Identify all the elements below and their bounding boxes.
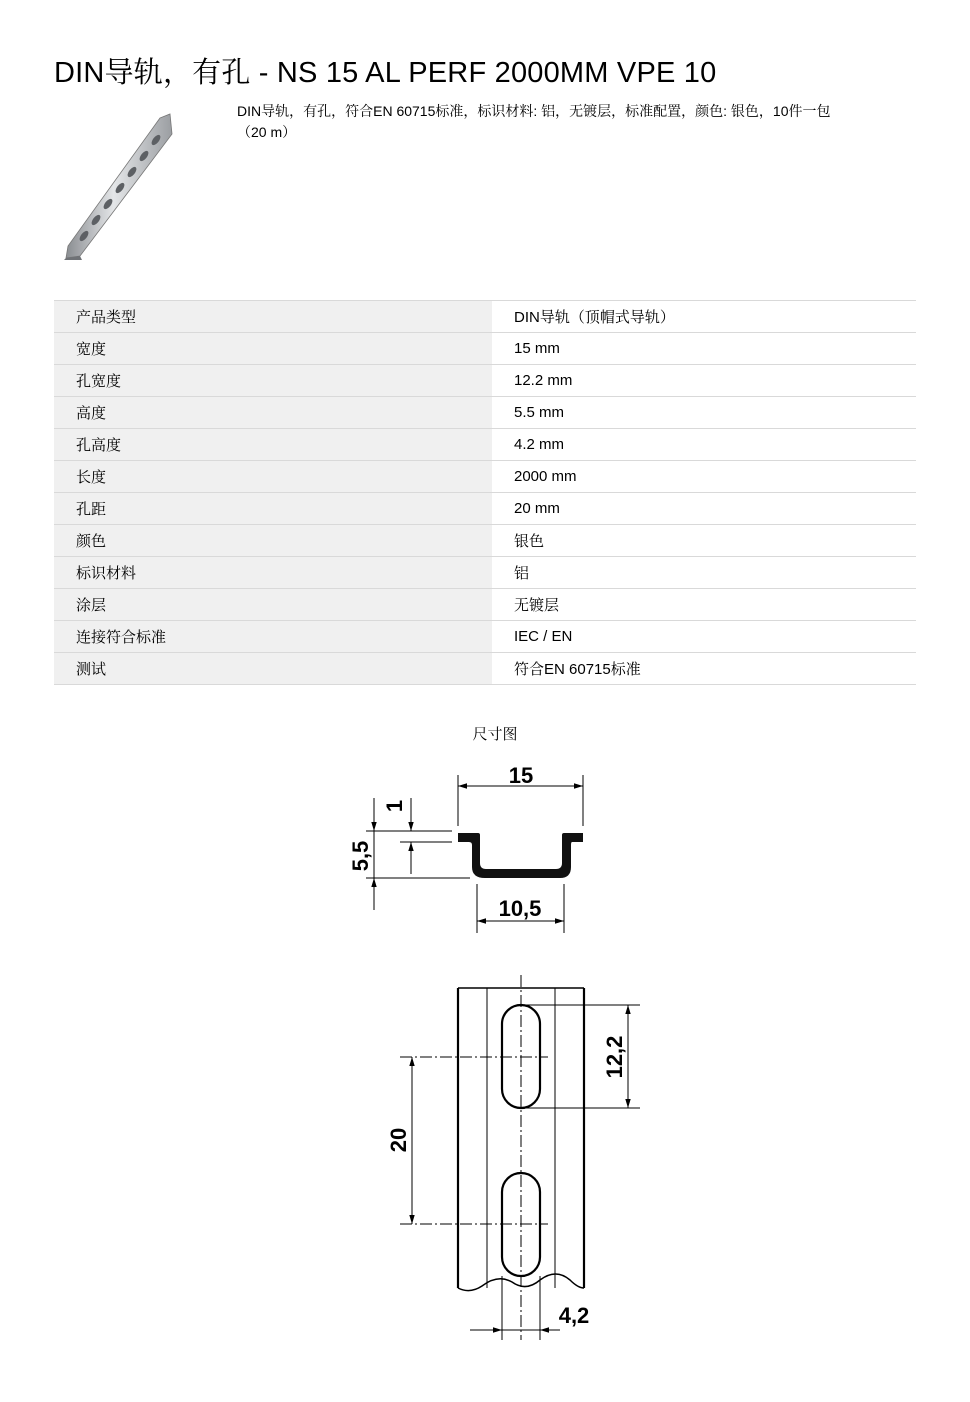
table-row	[54, 301, 916, 333]
dim-hole-pitch-label: 20	[386, 1127, 411, 1153]
dim-inner-width-label: 10,5	[498, 896, 542, 921]
table-row	[54, 429, 916, 461]
page-title: DIN导轨，有孔 - NS 15 AL PERF 2000MM VPE 10	[54, 57, 717, 89]
description-line-2: （20 m）	[237, 124, 297, 140]
spec-value: 铝	[492, 557, 916, 589]
spec-value: 15 mm	[492, 333, 916, 365]
product-description	[237, 101, 917, 143]
din-rail-product-image	[56, 110, 178, 260]
spec-value: 符合EN 60715标准	[492, 653, 916, 685]
spec-value: 20 mm	[492, 493, 916, 525]
spec-value: 5.5 mm	[492, 397, 916, 429]
spec-label: 涂层	[54, 589, 492, 621]
table-row	[54, 461, 916, 493]
dim-width-label: 15	[508, 763, 534, 788]
dim-hole-width-label: 4,2	[558, 1303, 590, 1328]
spec-value: 4.2 mm	[492, 429, 916, 461]
spec-value: 银色	[492, 525, 916, 557]
spec-label: 标识材料	[54, 557, 492, 589]
spec-value: DIN导轨（顶帽式导轨）	[492, 301, 916, 333]
table-row	[54, 621, 916, 653]
table-row	[54, 493, 916, 525]
table-row	[54, 333, 916, 365]
table-row	[54, 525, 916, 557]
table-row	[54, 557, 916, 589]
spec-label: 高度	[54, 397, 492, 429]
spec-label: 长度	[54, 461, 492, 493]
dimension-drawing	[330, 760, 660, 1360]
table-row	[54, 589, 916, 621]
dim-hole-length-label: 12,2	[602, 1035, 627, 1079]
dimension-drawing-title: 尺寸图	[472, 726, 518, 743]
description-line-1: DIN导轨，有孔，符合EN 60715标准，标识材料: 铝，无镀层，标准配置，颜色: 银色，10件一包	[237, 103, 831, 119]
dim-thickness-label: 1	[382, 799, 407, 813]
rail-cross-section	[458, 833, 583, 878]
spec-label: 产品类型	[54, 301, 492, 333]
spec-label: 孔宽度	[54, 365, 492, 397]
spec-value: 2000 mm	[492, 461, 916, 493]
spec-value: 无镀层	[492, 589, 916, 621]
table-row	[54, 397, 916, 429]
spec-label: 孔高度	[54, 429, 492, 461]
table-row	[54, 365, 916, 397]
dim-height-label: 5,5	[348, 840, 373, 872]
spec-value: IEC / EN	[492, 621, 916, 653]
spec-label: 颜色	[54, 525, 492, 557]
spec-label: 孔距	[54, 493, 492, 525]
spec-label: 宽度	[54, 333, 492, 365]
spec-label: 连接符合标准	[54, 621, 492, 653]
specifications-table	[54, 300, 916, 685]
spec-value: 12.2 mm	[492, 365, 916, 397]
table-row	[54, 653, 916, 685]
spec-label: 测试	[54, 653, 492, 685]
